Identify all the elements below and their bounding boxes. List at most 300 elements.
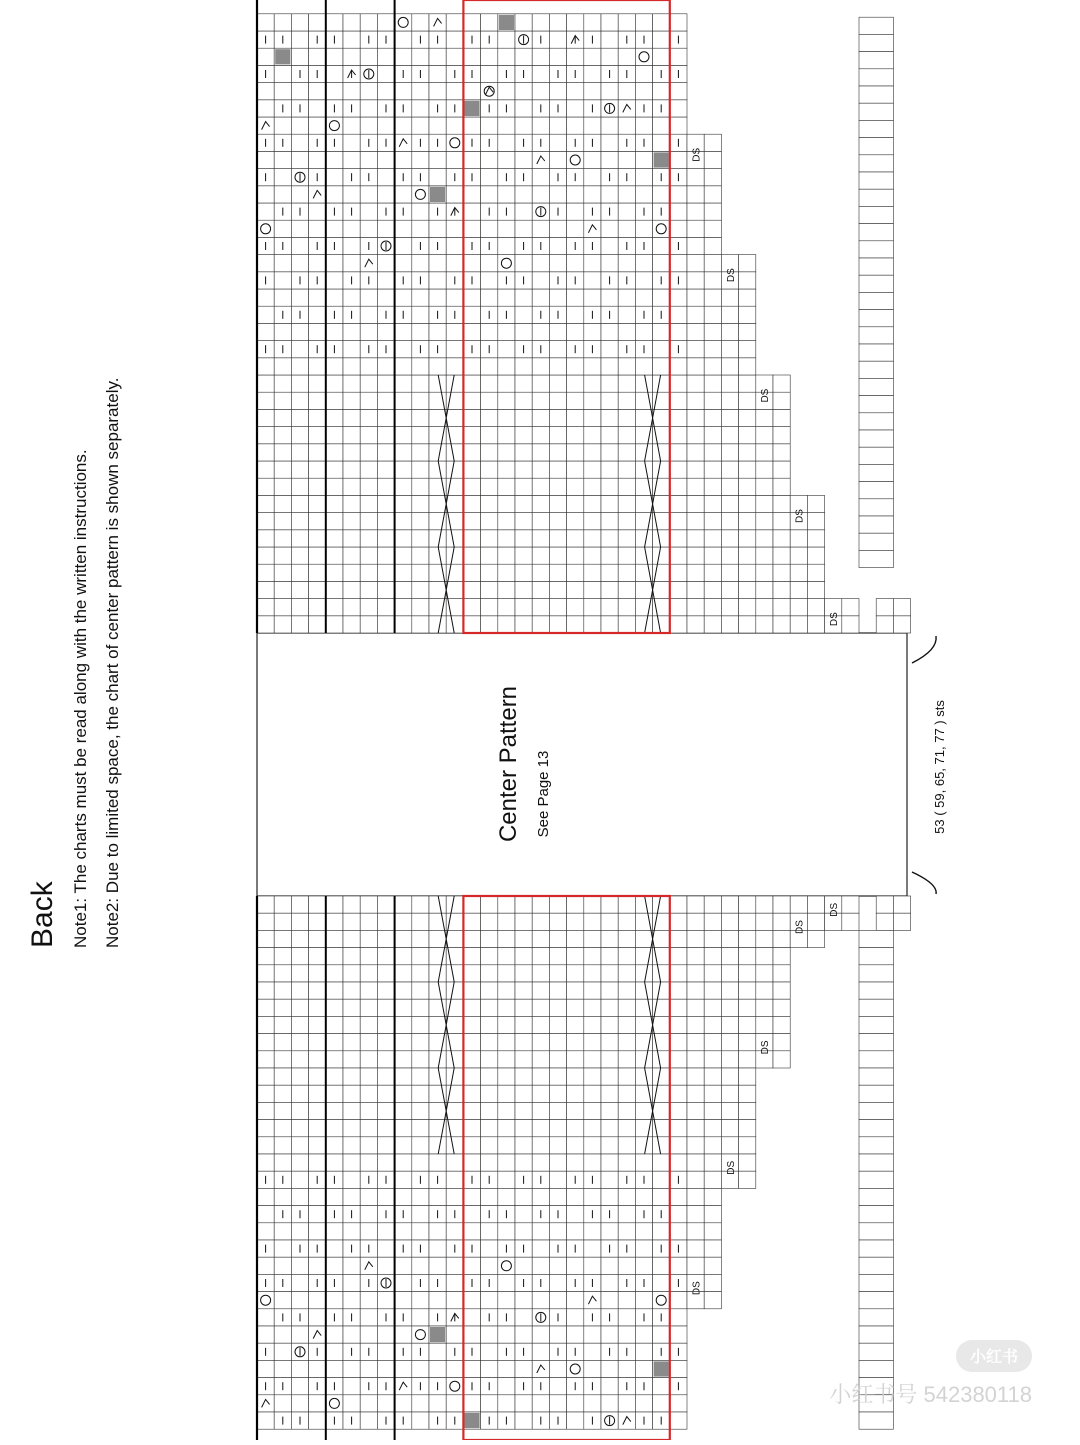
upper-cell: [446, 341, 463, 358]
upper-cell: [274, 14, 291, 31]
lower-cell: [291, 1068, 308, 1085]
upper-cell: [515, 513, 532, 530]
upper-cell: [739, 581, 756, 598]
lower-cell: [429, 1137, 446, 1154]
lower-cell: [704, 896, 721, 913]
lower-cell: [601, 930, 618, 947]
lower-cell: [291, 913, 308, 930]
upper-cell: [463, 255, 480, 272]
lower-cell: [481, 1102, 498, 1119]
lower-cell: [601, 965, 618, 982]
upper-cell: [532, 513, 549, 530]
lower-cell: [274, 1326, 291, 1343]
lower-cell: [618, 896, 635, 913]
upper-cell: [618, 186, 635, 203]
lower-cell: [481, 999, 498, 1016]
upper-cell: [326, 323, 343, 340]
upper-cell: [635, 375, 652, 392]
upper-cell: [274, 599, 291, 616]
upper-cell: [739, 616, 756, 633]
upper-cell: [584, 564, 601, 581]
upper-side-strip-cell: [859, 396, 893, 413]
lower-cell: [257, 913, 274, 930]
upper-cell: [291, 255, 308, 272]
lower-cell: [670, 1085, 687, 1102]
lower-cell: [687, 896, 704, 913]
lower-cell: [257, 1309, 274, 1326]
lower-cell: [532, 1034, 549, 1051]
lower-cell: [567, 1120, 584, 1137]
lower-cell: [326, 1343, 343, 1360]
upper-cell: [807, 599, 824, 616]
lower-cell: [291, 1051, 308, 1068]
upper-cell: [549, 547, 566, 564]
lower-cell: [704, 1171, 721, 1188]
upper-cell: [274, 289, 291, 306]
upper-cell: [532, 65, 549, 82]
lower-cell: [584, 1240, 601, 1257]
upper-cell: [635, 272, 652, 289]
upper-cell: [257, 375, 274, 392]
lower-cell: [429, 1068, 446, 1085]
upper-cell: [257, 564, 274, 581]
lower-cell: [618, 1034, 635, 1051]
note-2: Note2: Due to limited space, the chart of center pattern is shown separately.: [103, 377, 122, 948]
lower-cell: [257, 896, 274, 913]
lower-cell: [412, 1085, 429, 1102]
upper-cell: [257, 530, 274, 547]
upper-side-strip-cell: [859, 17, 893, 34]
lower-cell: [463, 1085, 480, 1102]
upper-cell: [291, 237, 308, 254]
lower-cell: [343, 1274, 360, 1291]
upper-cell: [326, 564, 343, 581]
lower-cell: [635, 1051, 652, 1068]
upper-cell: [567, 220, 584, 237]
upper-cell: [274, 169, 291, 186]
lower-cell: [481, 1068, 498, 1085]
upper-cell: [515, 83, 532, 100]
lower-cell: [377, 1085, 394, 1102]
upper-cell: [687, 341, 704, 358]
lower-cell: [515, 1257, 532, 1274]
lower-cell: [653, 1223, 670, 1240]
lower-cell: [412, 896, 429, 913]
lower-cell: [584, 999, 601, 1016]
lower-cell: [343, 1326, 360, 1343]
upper-cell: [498, 134, 515, 151]
lower-cell: [515, 1120, 532, 1137]
upper-cell: [498, 117, 515, 134]
upper-cell: [429, 14, 446, 31]
lower-cell: [532, 1395, 549, 1412]
upper-cell: [670, 186, 687, 203]
upper-cell: [395, 478, 412, 495]
lower-cell: [343, 1360, 360, 1377]
upper-cell: [257, 117, 274, 134]
upper-cell: [291, 444, 308, 461]
upper-cell: [584, 186, 601, 203]
upper-cell: [549, 495, 566, 512]
upper-cell: [704, 599, 721, 616]
lower-cell: [549, 1223, 566, 1240]
upper-cell: [360, 48, 377, 65]
lower-cell: [584, 1120, 601, 1137]
lower-cell: [670, 1120, 687, 1137]
upper-cell: [377, 409, 394, 426]
upper-cell: [601, 599, 618, 616]
upper-cell: [274, 444, 291, 461]
upper-cell: [567, 306, 584, 323]
upper-cell: [257, 83, 274, 100]
lower-cell: [739, 896, 756, 913]
lower-cell: [687, 965, 704, 982]
upper-cell: [687, 530, 704, 547]
lower-cell: [739, 930, 756, 947]
lower-cell: [687, 930, 704, 947]
upper-cell: [446, 323, 463, 340]
upper-cell: [481, 444, 498, 461]
upper-cell: [549, 461, 566, 478]
lower-cell: [515, 948, 532, 965]
upper-cell: [773, 461, 790, 478]
lower-ds-label: DS: [760, 1040, 772, 1055]
lower-cell: [463, 1206, 480, 1223]
lower-cell: [291, 1137, 308, 1154]
upper-side-strip-cell: [859, 34, 893, 51]
upper-side-strip-cell: [859, 344, 893, 361]
lower-cell: [257, 1412, 274, 1429]
lower-side-strip-cell: [859, 1154, 893, 1171]
lower-cell: [687, 1120, 704, 1137]
upper-cell: [498, 513, 515, 530]
upper-cell: [377, 564, 394, 581]
upper-cell: [653, 461, 670, 478]
lower-cell: [567, 1309, 584, 1326]
lower-cell: [291, 1016, 308, 1033]
upper-cell: [584, 616, 601, 633]
upper-cell: [704, 134, 721, 151]
lower-cell: [257, 1292, 274, 1309]
upper-cell: [653, 495, 670, 512]
lower-cell: [291, 965, 308, 982]
lower-cell: [704, 1240, 721, 1257]
upper-cell: [601, 478, 618, 495]
upper-cell: [360, 14, 377, 31]
upper-cell: [309, 409, 326, 426]
upper-cell: [670, 478, 687, 495]
upper-cell: [291, 547, 308, 564]
lower-cell: [532, 1292, 549, 1309]
upper-cell: [326, 255, 343, 272]
upper-cell: [291, 461, 308, 478]
upper-cell: [395, 289, 412, 306]
lower-cell: [274, 999, 291, 1016]
upper-cell: [807, 530, 824, 547]
lower-cell: [635, 896, 652, 913]
upper-cell: [360, 117, 377, 134]
lower-cell: [481, 965, 498, 982]
lower-cell: [549, 1016, 566, 1033]
lower-cell: [756, 1016, 773, 1033]
lower-cell: [567, 930, 584, 947]
upper-cell: [429, 409, 446, 426]
lower-cell: [377, 1223, 394, 1240]
lower-cell: [756, 999, 773, 1016]
upper-cell: [343, 495, 360, 512]
lower-cell: [721, 930, 738, 947]
lower-cell: [291, 930, 308, 947]
upper-cell: [291, 341, 308, 358]
lower-side-strip-cell: [859, 1223, 893, 1240]
lower-cell: [343, 965, 360, 982]
lower-cell: [309, 1360, 326, 1377]
upper-cell: [739, 375, 756, 392]
upper-cell: [601, 409, 618, 426]
lower-cell: [635, 1137, 652, 1154]
upper-cell: [326, 392, 343, 409]
upper-cell: [395, 461, 412, 478]
lower-cell: [309, 1137, 326, 1154]
upper-cell: [291, 134, 308, 151]
upper-cell: [498, 237, 515, 254]
upper-cell: [463, 203, 480, 220]
upper-cell: [773, 581, 790, 598]
lower-cell: [567, 913, 584, 930]
upper-cell: [360, 444, 377, 461]
upper-cell: [309, 461, 326, 478]
lower-cell: [481, 913, 498, 930]
lower-cell: [326, 1051, 343, 1068]
upper-cell: [739, 564, 756, 581]
lower-cell: [549, 1137, 566, 1154]
upper-cell: [412, 358, 429, 375]
lower-cell: [498, 1188, 515, 1205]
upper-cell: [377, 169, 394, 186]
lower-cell: [395, 1326, 412, 1343]
upper-cell: [343, 83, 360, 100]
lower-cell: [567, 896, 584, 913]
lower-cell: [326, 999, 343, 1016]
lower-cell: [446, 1326, 463, 1343]
upper-cell: [756, 495, 773, 512]
upper-cell: [309, 220, 326, 237]
upper-cell: [463, 392, 480, 409]
upper-cell: [326, 461, 343, 478]
upper-cell: [412, 83, 429, 100]
upper-cell: [618, 100, 635, 117]
upper-cell: [670, 547, 687, 564]
upper-cell: [326, 272, 343, 289]
upper-cell: [670, 203, 687, 220]
lower-cell: [412, 1223, 429, 1240]
upper-cell: [687, 409, 704, 426]
lower-cell: [360, 1188, 377, 1205]
upper-cell: [532, 151, 549, 168]
upper-cell: [429, 220, 446, 237]
lower-cell: [377, 1068, 394, 1085]
lower-cell: [498, 1395, 515, 1412]
lower-cell: [549, 1085, 566, 1102]
upper-cell: [704, 375, 721, 392]
lower-cell: [412, 1412, 429, 1429]
lower-cell: [704, 1102, 721, 1119]
upper-cell: [412, 220, 429, 237]
lower-cell: [618, 1360, 635, 1377]
upper-side-strip-cell: [859, 275, 893, 292]
lower-cell: [498, 1120, 515, 1137]
lower-cell: [567, 1051, 584, 1068]
lower-cell: [291, 1360, 308, 1377]
upper-cell: [567, 186, 584, 203]
lower-cell: [343, 930, 360, 947]
upper-cell: [721, 513, 738, 530]
lower-cell: [395, 1068, 412, 1085]
upper-cell: [618, 478, 635, 495]
lower-cell: [412, 1292, 429, 1309]
lower-cell: [343, 982, 360, 999]
upper-cell: [704, 203, 721, 220]
upper-cell: [360, 513, 377, 530]
lower-cell: [257, 930, 274, 947]
upper-cell: [584, 530, 601, 547]
lower-cell: [446, 1188, 463, 1205]
lower-cell: [687, 1188, 704, 1205]
upper-cell: [291, 409, 308, 426]
upper-cell: [790, 581, 807, 598]
upper-cell: [257, 513, 274, 530]
lower-cell: [549, 1292, 566, 1309]
upper-cell: [704, 427, 721, 444]
lower-cell: [412, 1102, 429, 1119]
upper-cell: [687, 444, 704, 461]
lower-cell: [549, 1120, 566, 1137]
upper-cell: [463, 186, 480, 203]
upper-cell: [291, 14, 308, 31]
upper-cell: [549, 513, 566, 530]
upper-cell: [360, 203, 377, 220]
upper-cell: [412, 478, 429, 495]
upper-cell: [635, 323, 652, 340]
upper-cell: [601, 616, 618, 633]
upper-cell: [498, 358, 515, 375]
lower-side-strip-cell: [859, 1309, 893, 1326]
lower-cell: [309, 1257, 326, 1274]
upper-cell: [635, 289, 652, 306]
upper-cell: [446, 83, 463, 100]
upper-cell: [635, 444, 652, 461]
upper-cell: [326, 513, 343, 530]
lower-cell: [704, 1274, 721, 1291]
lower-cell: [532, 1240, 549, 1257]
upper-cell: [653, 323, 670, 340]
lower-cell: [291, 1257, 308, 1274]
lower-cell: [721, 1051, 738, 1068]
upper-cell: [567, 427, 584, 444]
lower-cell: [360, 1257, 377, 1274]
upper-cell: [687, 220, 704, 237]
lower-cell: [257, 1137, 274, 1154]
lower-cell: [395, 1016, 412, 1033]
lower-cell: [377, 896, 394, 913]
lower-cell: [463, 1326, 480, 1343]
upper-cell: [670, 495, 687, 512]
lower-cell: [377, 1240, 394, 1257]
upper-cell: [635, 495, 652, 512]
lower-cell: [360, 982, 377, 999]
lower-cell: [773, 999, 790, 1016]
upper-cell: [291, 478, 308, 495]
upper-cell: [549, 616, 566, 633]
lower-cell: [704, 1051, 721, 1068]
lower-cell: [532, 1188, 549, 1205]
upper-cell: [481, 599, 498, 616]
lower-cell: [670, 982, 687, 999]
lower-cell: [343, 1257, 360, 1274]
lower-cell: [618, 1292, 635, 1309]
upper-cell: [360, 83, 377, 100]
lower-cell: [756, 896, 773, 913]
upper-cell: [567, 530, 584, 547]
lower-cell: [429, 1343, 446, 1360]
upper-cell: [532, 444, 549, 461]
lower-cell: [721, 1085, 738, 1102]
lower-cell: [412, 1188, 429, 1205]
lower-cell: [257, 1068, 274, 1085]
upper-cell: [377, 495, 394, 512]
lower-no-stitch-shaded: [430, 1327, 445, 1342]
upper-cell: [463, 14, 480, 31]
upper-cell: [601, 375, 618, 392]
lower-cell: [498, 1171, 515, 1188]
upper-cell: [326, 117, 343, 134]
upper-cell: [567, 48, 584, 65]
upper-cell: [549, 237, 566, 254]
upper-cell: [532, 581, 549, 598]
upper-cell: [567, 151, 584, 168]
lower-cell: [515, 999, 532, 1016]
upper-cell: [584, 14, 601, 31]
upper-cell: [618, 117, 635, 134]
upper-cell: [309, 444, 326, 461]
upper-cell: [601, 83, 618, 100]
upper-cell: [704, 616, 721, 633]
upper-cell: [567, 83, 584, 100]
lower-cell: [739, 1016, 756, 1033]
upper-cell: [360, 392, 377, 409]
upper-cell: [618, 220, 635, 237]
upper-cell: [739, 341, 756, 358]
lower-cell: [481, 1292, 498, 1309]
lower-cell: [584, 1343, 601, 1360]
upper-cell: [687, 427, 704, 444]
lower-cell: [584, 982, 601, 999]
upper-cell: [618, 530, 635, 547]
upper-cell: [291, 358, 308, 375]
upper-cell: [326, 478, 343, 495]
upper-cell: [549, 14, 566, 31]
upper-cell: [412, 530, 429, 547]
lower-cell: [721, 948, 738, 965]
upper-cell: [360, 530, 377, 547]
lower-cell: [463, 1137, 480, 1154]
lower-cell: [274, 948, 291, 965]
upper-cell: [687, 255, 704, 272]
lower-cell: [291, 896, 308, 913]
lower-cell: [618, 1016, 635, 1033]
upper-cell: [739, 461, 756, 478]
upper-cell: [721, 495, 738, 512]
